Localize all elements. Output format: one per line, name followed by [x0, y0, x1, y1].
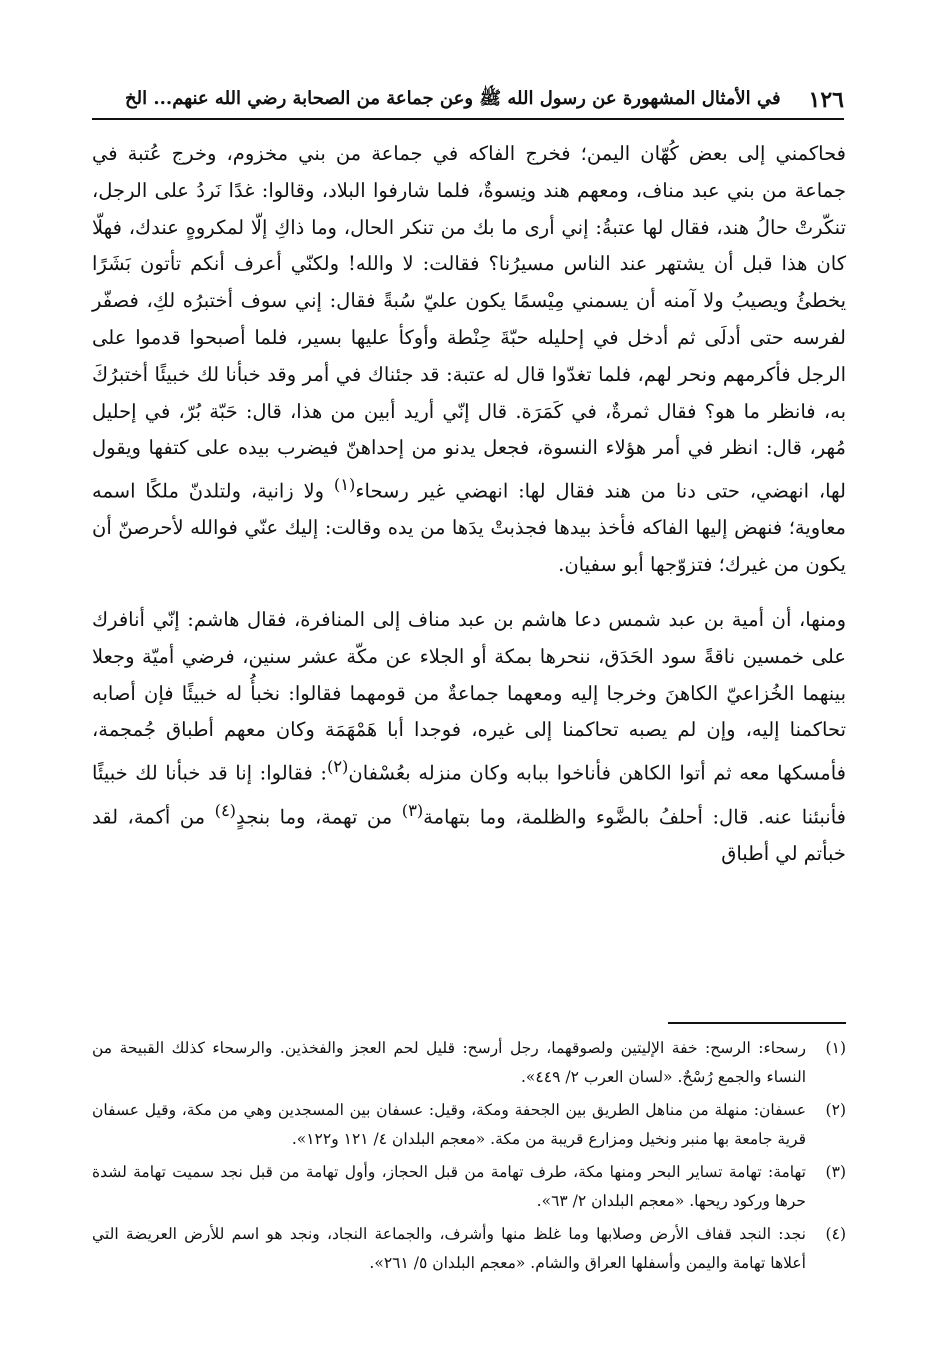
paragraph — [92, 602, 846, 873]
paragraph-1-text: فحاكمني إلى بعض كُهّان اليمن؛ فخرج الفاكه في جماعة من بني مخزوم، وخرج عُتبة في جماعة من بني عبد مناف، ومعهم هند ونِسوةٌ، فلما شارفوا البلاد، وقالوا: غدًا نَردُ على الرجل، تنكّرتْ حالُ هند، فقال لها عتبةُ: إني أرى ما بك من تنكر الحال، وما ذاكِ إلّا لمكروهٍ عندك، فهلّا كان هذا قبل أن يشتهر عند الناس مسيرُنا؟ فقالت: لا والله! ولكنّي أعرف أنكم تأتون بَشَرًا يخطئُ ويصيبُ ولا آمنه أن يسمني مِيْسمًا يكون عليّ سُبةً فقال: إني سوف أختبرُه لكِ، فصفّر لفرسه حتى أدلَى ثم أدخل في إحليله حبّةَ حِنْطة وأوكأ عليها بسير، فلما أصبحوا قدموا على الرجل فأكرمهم ونحر لهم، فلما تغدّوا قال له عتبة: قد جئناك في أمر وقد خبأنا لك خبيئًا أختبرُكَ به، فانظر ما هو؟ فقال ثمرةٌ، في كَمَرَة. قال إنّي أريد أبين من هذا، قال: حَبّة بُرّ، في إحليل مُهر، قال: انظر في أمر هؤلاء النسوة، فجعل يدنو من إحداهنّ فيضرب بيده على كتفها ويقول لها، انهضي، حتى دنا من هند فقال لها: انهضي غير رسحاء — [92, 142, 846, 503]
footnote-text: رسحاء: الرسح: خفة الإليتين ولصوقهما، رجل أرسح: قليل لحم العجز والفخذين. والرسحاء كذلك القبيحة من النساء والجمع رُسْحٌ. «لسان العرب ٢/ ٤٤٩». — [92, 1039, 806, 1086]
footnote-number: (٣) — [825, 1163, 846, 1181]
footnote-text: نجد: النجد قفاف الأرض وصلابها وما غلظ منها وأشرف، والجماعة النجاد، ونجد هو اسم للأرض العريضة التي أعلاها تهامة واليمن وأسفلها العراق والشام. «معجم البلدان ٥/ ٢٦١». — [92, 1225, 806, 1272]
footnote-number: (١) — [825, 1039, 846, 1057]
paragraph — [92, 136, 846, 584]
running-title: في الأمثال المشهورة عن رسول الله ﷺ وعن جماعة من الصحابة رضي الله عنهم... الخ — [125, 88, 781, 109]
footnote — [92, 1158, 846, 1216]
footnote-number: (٤) — [825, 1225, 846, 1243]
main-text — [92, 136, 846, 873]
footnotes — [92, 1034, 846, 1282]
paragraph-1-end: ولا زانية، ولتلدنّ ملكًا اسمه معاوية؛ فنهض إليها الفاكه فأخذ بيدها فجذبتْ يدَها من يده وقالت: إليك عنّي فوالله لأحرصنّ أن يكون من غيرك؛ فتزوّجها أبو سفيان. — [92, 479, 846, 577]
footnote — [92, 1034, 846, 1092]
footnote-ref-1: (١) — [333, 475, 356, 495]
page-header — [92, 82, 844, 120]
footnote-ref-3: (٣) — [401, 800, 424, 820]
footnote-text: عسفان: منهلة من مناهل الطريق بين الجحفة ومكة، وقيل: عسفان بين المسجدين وهي من مكة، وقيل عسفان قرية جامعة بها منبر ونخيل ومزارع قريبة من مكة. «معجم البلدان ٤/ ١٢١ و١٢٢». — [92, 1101, 806, 1148]
footnote-ref-2: (٢) — [326, 757, 349, 777]
footnote-separator — [668, 1022, 846, 1024]
paragraph-2-d: من أكمة، لقد خبأتم لي أطباق — [92, 805, 846, 865]
page-number: ١٢٦ — [808, 87, 844, 113]
footnote-text: تهامة: تهامة تساير البحر ومنها مكة، طرف تهامة من قبل الحجاز، وأول تهامة من قبل نجد سميت تهامة لشدة حرها وركود ريحها. «معجم البلدان ٢/ ٦٣». — [92, 1163, 806, 1210]
paragraph-2-b: : فقالوا: إنا قد خبأنا لك خبيئًا فأنبئنا عنه. قال: أحلفُ بالضَّوء والظلمة، وما بتهامة — [92, 761, 846, 829]
footnote-number: (٢) — [825, 1101, 846, 1119]
paragraph-2-c: من تهمة، وما بنجدٍ — [236, 805, 402, 829]
footnote — [92, 1220, 846, 1278]
paragraph-2-text: ومنها، أن أمية بن عبد شمس دعا هاشم بن عبد مناف إلى المنافرة، فقال هاشم: إنّي أنافرك على خمسين ناقةً سود الحَدَق، ننحرها بمكة أو الجلاء عن مكّة عشر سنين، فرضي أميّة وجعلا بينهما الخُزاعيّ الكاهنَ وخرجا إليه ومعهما جماعةٌ من قومهما فقالوا: نخبأُ له خبيئًا فإن أصابه تحاكمنا إليه، وإن لم يصبه تحاكمنا إلى غيره، فوجدا أبا هَمْهَمَة وكان معهم أطباق جُمجمة، فأمسكها معه ثم أتوا الكاهن فأناخوا ببابه وكان منزله بعُسْفان — [92, 608, 846, 785]
footnote-ref-4: (٤) — [214, 800, 237, 820]
footnote — [92, 1096, 846, 1154]
